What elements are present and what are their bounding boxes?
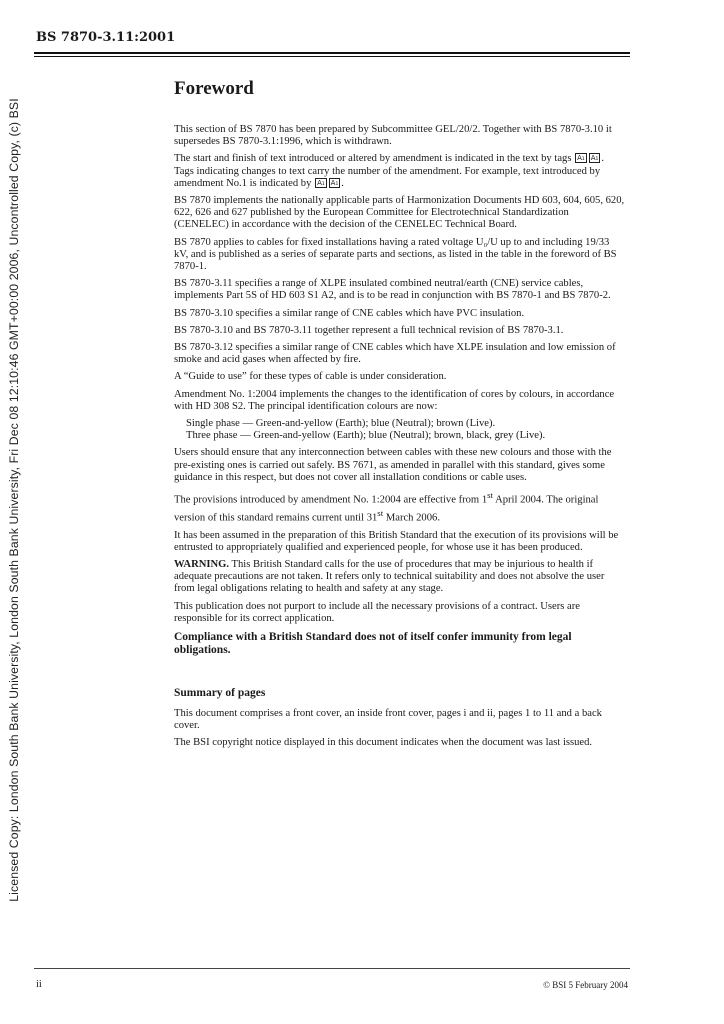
paragraph-guide: A “Guide to use” for these types of cable is under consideration. [174, 371, 447, 383]
foreword-content [174, 78, 626, 755]
paragraph-revision: BS 7870-3.10 and BS 7870-3.11 together represent a full technical revision of BS 7870-3.1. [174, 324, 564, 336]
header-rule-thin [34, 56, 630, 57]
paragraph-qualified-people: It has been assumed in the preparation of this British Standard that the execution of its provisions will be entrusted to appropriately qualified and experienced people, for whose use it has been produced. [174, 529, 619, 553]
amendment-end-tag-icon: A₁ [590, 154, 599, 163]
amendment-start-tag-icon: A₁ [577, 154, 585, 163]
paragraph-effective-dates: The provisions introduced by amendment No. 1:2004 are effective from 1st April 2004. The original version of this standard remains current until 31st March 2006. [174, 490, 599, 524]
paragraph-scope-3-10: BS 7870-3.10 specifies a similar range of CNE cables which have PVC insulation. [174, 307, 525, 319]
paragraph-amendment-1: Amendment No. 1:2004 implements the changes to the identification of cores by colours, in accordance with HD 308 S2. The principal identification colours are now: [174, 388, 615, 412]
paragraph-warning: WARNING. This British Standard calls for the use of procedures that may be injurious to health if adequate precautions are not taken. It refers only to technical suitability and does not absolve the user from legal obligations relating to health and safety at any stage. [174, 558, 605, 595]
paragraph-scope-3-12: BS 7870-3.12 specifies a similar range of CNE cables which have XLPE insulation and low emission of smoke and acid gases when affected by fire. [174, 342, 616, 366]
summary-title: Summary of pages [174, 686, 266, 699]
warning-label: WARNING. [174, 558, 230, 570]
paragraph-copyright-notice: The BSI copyright notice displayed in this document indicates when the document was last issued. [174, 737, 593, 749]
license-watermark [2, 0, 26, 1000]
paragraph-summary-pages: This document comprises a front cover, an inside front cover, pages i and ii, pages 1 to 11 and a back cover. [174, 707, 602, 732]
amendment-start-tag-icon: A₁ [317, 178, 325, 187]
amendment-end-tag-icon: A₁ [330, 178, 339, 187]
copyright-date: © BSI 5 February 2004 [543, 980, 628, 990]
paragraph-rated-voltage: BS 7870 applies to cables for fixed installations having a rated voltage U₀/U up to and including 19/33 kV, and is published as a series of separate parts and sections, as listed in the table in the foreword of BS 7870-1. [174, 236, 617, 273]
footer-rule [34, 968, 630, 969]
paragraph-interconnection: Users should ensure that any interconnection between cables with these new colours and those with the pre-existing ones is carried out safely. BS 7671, as amended in parallel with this standard, gives some guidance in this respect, but does not cover all installation conditions or cable uses. [174, 447, 612, 483]
compliance-statement: Compliance with a British Standard does not of itself confer immunity from legal obligations. [174, 630, 572, 656]
paragraph-harmonization: BS 7870 implements the nationally applicable parts of Harmonization Documents HD 603, 604, 605, 620, 622, 626 and 627 published by the European Committee for Electrotechnical Standardization (CENELEC) in accordance with the decision of the CENELEC Technical Board. [174, 195, 625, 231]
list-item: Three phase — Green-and-yellow (Earth); blue (Neutral); brown, black, grey (Live). [186, 430, 546, 442]
page-number: ii [36, 979, 42, 990]
standard-number: BS 7870-3.11:2001 [36, 30, 176, 45]
phase-colour-list [186, 418, 626, 442]
list-item: Single phase — Green-and-yellow (Earth); blue (Neutral); brown (Live). [186, 418, 496, 430]
paragraph-contract: This publication does not purport to include all the necessary provisions of a contract. Users are responsible for its correct application. [174, 600, 580, 624]
paragraph-scope-3-11: BS 7870-3.11 specifies a range of XLPE insulated combined neutral/earth (CNE) service cables, implements Part 5S of HD 603 S1 A2, and is to be read in conjunction with BS 7870-1 and BS 7870-2. [174, 278, 611, 302]
paragraph-supersedes: This section of BS 7870 has been prepared by Subcommittee GEL/20/2. Together with BS 7870-3.10 it supersedes BS 7870-3.1:1996, which is withdrawn. [174, 124, 612, 148]
license-watermark-text: Licensed Copy: London South Bank University, London South Bank University, Fri Dec 08 12:10:46 GMT+00:00 2006, Uncontrolled Copy, (c) BSI [7, 98, 21, 902]
paragraph-amendment-tags: The start and finish of text introduced or altered by amendment is indicated in the text by tags A₁ A₁ . Tags indicating changes to text carry the number of the amendment. For example, text introduced by amendment No.1 is indicated by A₁ A₁ . [174, 153, 604, 189]
foreword-title: Foreword [174, 78, 254, 99]
header-rule-thick [34, 52, 630, 54]
